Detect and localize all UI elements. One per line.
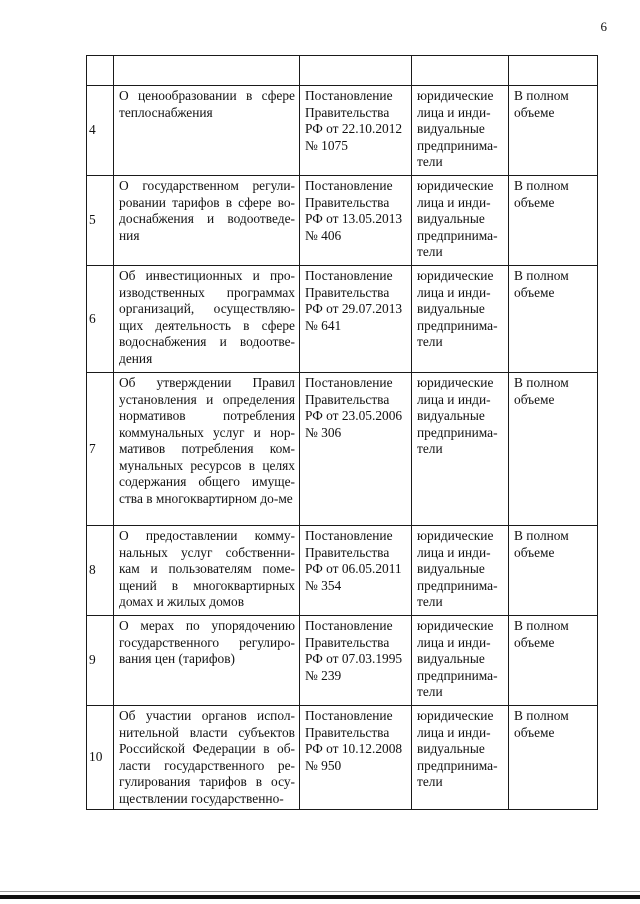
row-number: 7: [87, 373, 114, 526]
empty-cell: [300, 56, 412, 86]
act-reference: Постановление Правительства РФ от 06.05.2011 № 354: [300, 526, 412, 616]
table-row: [87, 86, 598, 176]
row-number: 9: [87, 616, 114, 706]
regulated-subjects: юридические лица и инди-видуальные предпринима-тели: [412, 176, 509, 266]
legal-acts-table: [86, 55, 598, 810]
act-reference: Постановление Правительства РФ от 07.03.1995 № 239: [300, 616, 412, 706]
table-row: [87, 706, 598, 810]
empty-cell: [509, 56, 598, 86]
empty-cell: [87, 56, 114, 86]
scope: В полном объеме: [509, 706, 598, 810]
page-number: 6: [600, 19, 607, 34]
empty-cell: [114, 56, 300, 86]
scope: В полном объеме: [509, 616, 598, 706]
table-row-continuation: [87, 56, 598, 86]
row-number: 8: [87, 526, 114, 616]
regulated-subjects: юридические лица и инди-видуальные предпринима-тели: [412, 266, 509, 373]
act-title: О мерах по упорядочению государственного регулиро-вания цен (тарифов): [114, 616, 300, 706]
regulated-subjects: юридические лица и инди-видуальные предпринима-тели: [412, 616, 509, 706]
act-reference: Постановление Правительства РФ от 22.10.2012 № 1075: [300, 86, 412, 176]
table-row: [87, 526, 598, 616]
act-title: О государственном регули-ровании тарифов в сфере во-доснабжения и водоотведе-ния: [114, 176, 300, 266]
table-row: [87, 373, 598, 526]
scope: В полном объеме: [509, 86, 598, 176]
row-number: 5: [87, 176, 114, 266]
act-reference: Постановление Правительства РФ от 29.07.2013 № 641: [300, 266, 412, 373]
act-title: О ценообразовании в сфере теплоснабжения: [114, 86, 300, 176]
scope: В полном объеме: [509, 266, 598, 373]
table-row: [87, 266, 598, 373]
table-row: [87, 616, 598, 706]
regulated-subjects: юридические лица и инди-видуальные предпринима-тели: [412, 706, 509, 810]
act-title: Об инвестиционных и про-изводственных программах организаций, осуществляю-щих деятельность в сфере водоснабжения и водоотве-дения: [114, 266, 300, 373]
scope: В полном объеме: [509, 373, 598, 526]
act-reference: Постановление Правительства РФ от 10.12.2008 № 950: [300, 706, 412, 810]
act-title: Об участии органов испол-нительной власти субъектов Российской Федерации в об-ласти государственного ре-гулирования тарифов в осу-ществлении государственно-: [114, 706, 300, 810]
row-number: 10: [87, 706, 114, 810]
act-reference: Постановление Правительства РФ от 13.05.2013 № 406: [300, 176, 412, 266]
scan-bottom-border: [0, 895, 640, 899]
scope: В полном объеме: [509, 176, 598, 266]
act-title: Об утверждении Правил установления и определения нормативов потребления коммунальных услуг и нор-мативов потребления ком-мунальных ресурсов в целях содержания общего имуще-ства в многоквартирном до-ме: [114, 373, 300, 526]
act-reference: Постановление Правительства РФ от 23.05.2006 № 306: [300, 373, 412, 526]
regulated-subjects: юридические лица и инди-видуальные предпринима-тели: [412, 86, 509, 176]
regulated-subjects: юридические лица и инди-видуальные предпринима-тели: [412, 373, 509, 526]
empty-cell: [412, 56, 509, 86]
row-number: 4: [87, 86, 114, 176]
regulated-subjects: юридические лица и инди-видуальные предпринима-тели: [412, 526, 509, 616]
scan-edge-line: [0, 891, 640, 892]
scope: В полном объеме: [509, 526, 598, 616]
table-row: [87, 176, 598, 266]
row-number: 6: [87, 266, 114, 373]
act-title: О предоставлении комму-нальных услуг собственни-кам и пользователям поме-щений в многоквартирных домах и жилых домов: [114, 526, 300, 616]
